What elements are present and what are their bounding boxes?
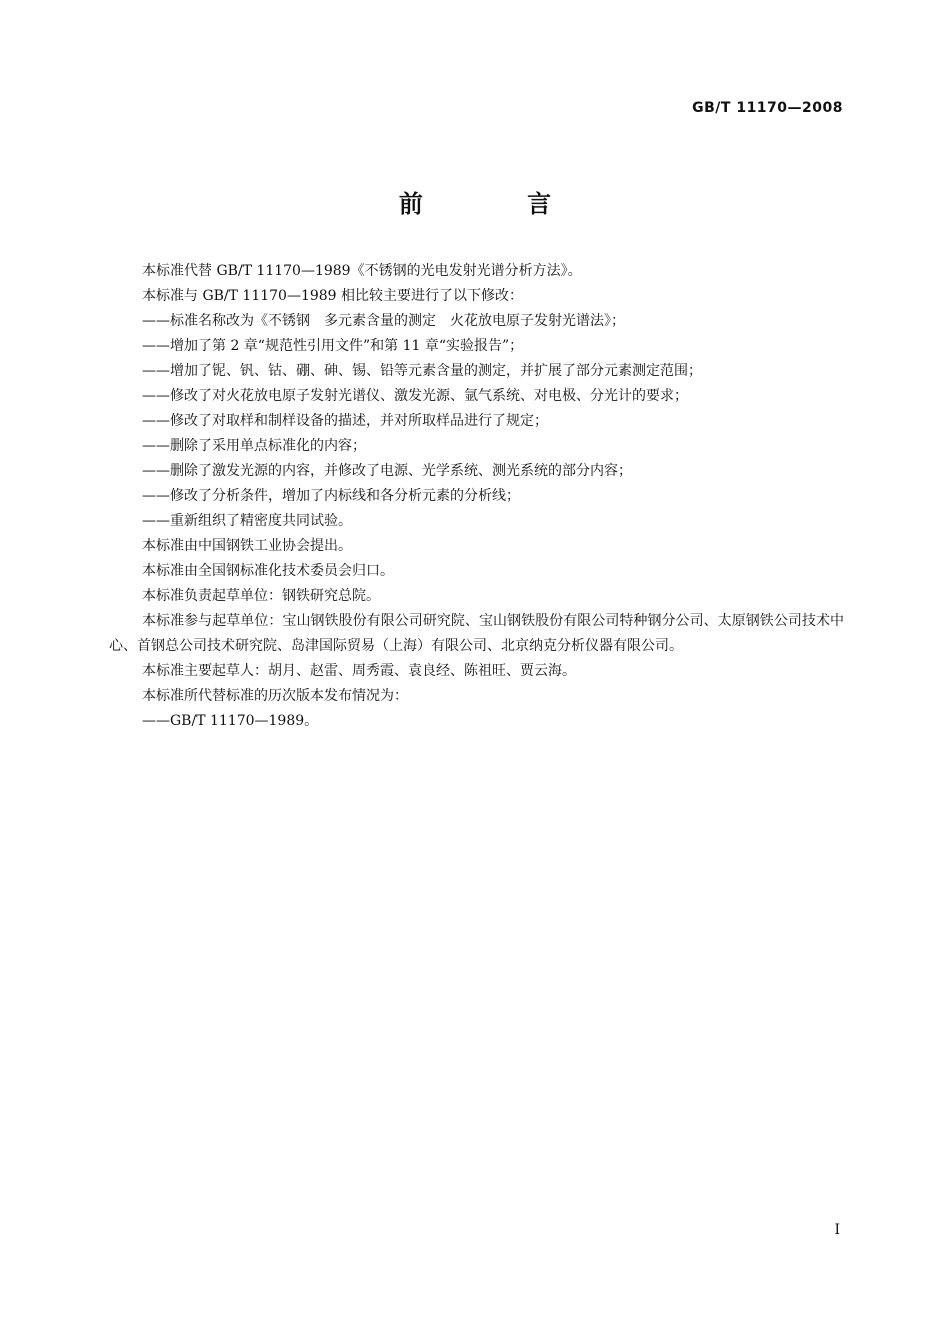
paragraph-proposer: 本标准由中国钢铁工业协会提出。 <box>142 538 352 554</box>
list-item-change: ——修改了对取样和制样设备的描述，并对所取样品进行了规定； <box>142 413 548 429</box>
page-number: I <box>834 1222 840 1238</box>
list-item-history: ——GB/T 11170—1989。 <box>142 713 319 729</box>
paragraph-changes-intro: 本标准与 GB/T 11170—1989 相比较主要进行了以下修改： <box>142 288 524 304</box>
paragraph-supersedes: 本标准代替 GB/T 11170—1989《不锈钢的光电发射光谱分析方法》。 <box>142 263 582 279</box>
paragraph-drafting-unit: 本标准负责起草单位：钢铁研究总院。 <box>142 588 380 604</box>
document-body <box>109 259 844 734</box>
list-item-change: ——增加了第 2 章“规范性引用文件”和第 11 章“实验报告”； <box>142 338 524 354</box>
list-item-change: ——标准名称改为《不锈钢 多元素含量的测定 火花放电原子发射光谱法》； <box>142 313 625 329</box>
list-item-change: ——修改了分析条件，增加了内标线和各分析元素的分析线； <box>142 488 520 504</box>
list-item-change: ——删除了采用单点标准化的内容； <box>142 438 366 454</box>
list-item-change: ——重新组织了精密度共同试验。 <box>142 513 352 529</box>
paragraph-committee: 本标准由全国钢标准化技术委员会归口。 <box>142 563 394 579</box>
list-item-change: ——增加了铌、钒、钴、硼、砷、锡、铅等元素含量的测定，并扩展了部分元素测定范围； <box>142 363 702 379</box>
list-item-change: ——修改了对火花放电原子发射光谱仪、激发光源、氩气系统、对电极、分光计的要求； <box>142 388 688 404</box>
paragraph-history-intro: 本标准所代替标准的历次版本发布情况为： <box>142 688 408 704</box>
page-title: 前 言 <box>398 190 600 218</box>
paragraph-drafters: 本标准主要起草人：胡月、赵雷、周秀霞、袁良经、陈祖旺、贾云海。 <box>142 663 576 679</box>
paragraph-participating-units: 本标准参与起草单位：宝山钢铁股份有限公司研究院、宝山钢铁股份有限公司特种钢分公司、太原钢铁公司技术中心、首钢总公司技术研究院、岛津国际贸易（上海）有限公司、北京纳克分析仪器有限公司。 <box>109 613 844 654</box>
standard-code: GB/T 11170—2008 <box>692 100 843 116</box>
list-item-change: ——删除了激发光源的内容，并修改了电源、光学系统、测光系统的部分内容； <box>142 463 632 479</box>
